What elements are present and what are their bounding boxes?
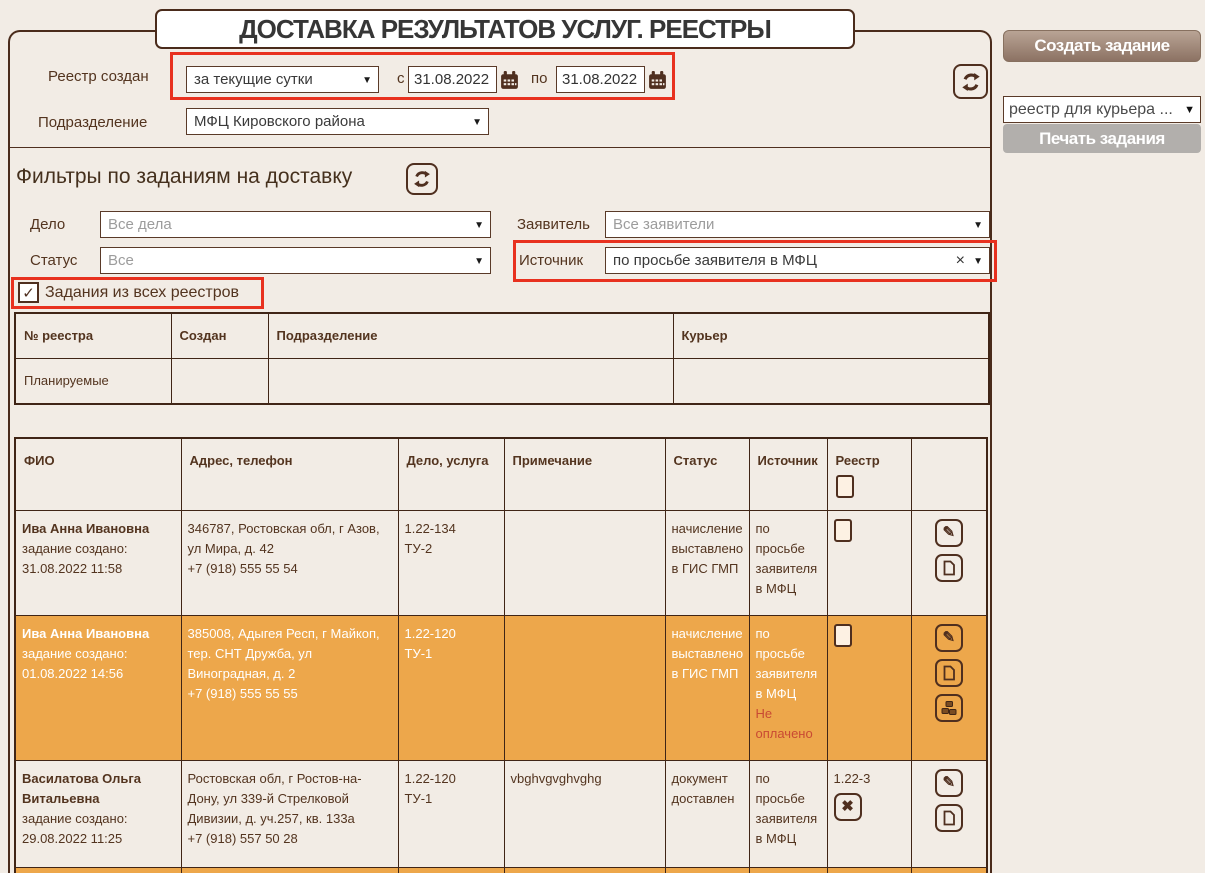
- registry-header-department: Подразделение: [268, 313, 673, 358]
- create-task-button[interactable]: Создать задание: [1003, 30, 1201, 62]
- cell-source: [749, 867, 827, 873]
- tasks-header-fio: ФИО: [15, 438, 181, 510]
- registry-cell-department: [268, 358, 673, 404]
- registry-header-courier: Курьер: [673, 313, 989, 358]
- task-address: 385008, Адыгея Респ, г Майкоп, тер. СНТ Дружба, ул Виноградная, д. 2: [187, 625, 380, 681]
- cell-case: [398, 615, 504, 760]
- filters-heading: Фильтры по заданиям на доставку: [16, 165, 353, 188]
- tasks-header-actions: [911, 438, 987, 510]
- pencil-icon: ✎: [942, 523, 956, 541]
- cell-fio: [15, 867, 181, 873]
- registry-table: [14, 312, 990, 405]
- all-registries-checkbox[interactable]: [18, 282, 39, 303]
- task-row-partial[interactable]: [15, 867, 987, 873]
- task-created: 31.08.2022 11:58: [22, 560, 123, 576]
- copy-task-button[interactable]: [935, 804, 963, 832]
- department-select-value: МФЦ Кировского района: [194, 113, 365, 130]
- tasks-table-header: [15, 438, 987, 510]
- cell-address: [181, 615, 398, 760]
- chevron-down-icon: ▼: [474, 256, 484, 267]
- cell-status: начисление выставлено в ГИС ГМП: [665, 615, 749, 760]
- task-name: Василатова Ольга Витальевна: [22, 770, 141, 806]
- task-row[interactable]: [15, 760, 987, 867]
- task-created-label: задание создано:: [22, 540, 128, 556]
- registry-header-number: № реестра: [15, 313, 171, 358]
- document-icon: [942, 810, 956, 826]
- department-label: Подразделение: [38, 114, 148, 131]
- source-filter-value: по просьбе заявителя в МФЦ: [613, 252, 817, 269]
- refresh-icon: [412, 169, 432, 189]
- applicant-filter-value: Все заявители: [613, 216, 715, 233]
- case-filter-value: Все дела: [108, 216, 172, 233]
- source-filter-select[interactable]: [605, 247, 990, 274]
- page-title: ДОСТАВКА РЕЗУЛЬТАТОВ УСЛУГ. РЕЕСТРЫ: [239, 13, 771, 44]
- date-to-label: по: [531, 70, 548, 87]
- refresh-registries-button[interactable]: [953, 64, 988, 99]
- select-all-registry-checkbox[interactable]: [836, 475, 854, 498]
- cell-address: [181, 510, 398, 615]
- refresh-tasks-button[interactable]: [406, 163, 438, 195]
- cell-registry: [827, 867, 911, 873]
- cell-case: [398, 760, 504, 867]
- document-icon: [942, 560, 956, 576]
- cell-actions: [911, 510, 987, 615]
- cell-registry: [827, 615, 911, 760]
- cell-status: [665, 867, 749, 873]
- task-case-service: ТУ-1: [404, 645, 433, 661]
- cell-actions: [911, 615, 987, 760]
- chevron-down-icon: ▼: [973, 256, 983, 267]
- chevron-down-icon: ▼: [474, 220, 484, 231]
- registry-table-row[interactable]: [15, 358, 989, 404]
- cell-fio: [15, 615, 181, 760]
- task-registry-number: 1.22-3: [833, 770, 871, 786]
- date-from-input[interactable]: 31.08.2022: [408, 66, 497, 93]
- date-from-calendar-button[interactable]: [498, 68, 521, 93]
- period-select-value: за текущие сутки: [194, 71, 313, 88]
- registry-cell-courier: [673, 358, 989, 404]
- remove-from-registry-button[interactable]: [834, 793, 862, 821]
- date-from-label: с: [397, 70, 405, 87]
- cell-case: [398, 867, 504, 873]
- cell-actions: [911, 760, 987, 867]
- tasks-header-registry-label: Реестр: [835, 453, 880, 468]
- registry-header-created: Создан: [171, 313, 268, 358]
- edit-task-button[interactable]: [935, 624, 963, 652]
- unpaid-badge: Не оплачено: [755, 706, 813, 742]
- document-icon: [942, 665, 956, 681]
- registry-cell-number: Планируемые: [15, 358, 171, 404]
- task-created-label: задание создано:: [22, 645, 128, 661]
- calendar-icon: [499, 70, 520, 91]
- edit-task-button[interactable]: [935, 769, 963, 797]
- chevron-down-icon: ▼: [973, 220, 983, 231]
- source-filter-label: Источник: [519, 252, 584, 269]
- tasks-header-address: Адрес, телефон: [181, 438, 398, 510]
- cell-fio: [15, 760, 181, 867]
- registry-checkbox[interactable]: [834, 624, 852, 647]
- tasks-header-status: Статус: [665, 438, 749, 510]
- status-filter-select[interactable]: [100, 247, 491, 274]
- task-phone: +7 (918) 557 50 28: [187, 830, 298, 846]
- cell-case: [398, 510, 504, 615]
- tasks-header-registry: [827, 438, 911, 510]
- task-row[interactable]: [15, 510, 987, 615]
- payment-button[interactable]: [935, 694, 963, 722]
- cell-address: [181, 867, 398, 873]
- task-case-service: ТУ-2: [404, 540, 433, 556]
- main-panel: [8, 30, 992, 873]
- task-row-highlighted[interactable]: [15, 615, 987, 760]
- task-phone: +7 (918) 555 55 55: [187, 685, 298, 701]
- all-registries-label: Задания из всех реестров: [45, 284, 240, 301]
- cell-address: [181, 760, 398, 867]
- task-created: 29.08.2022 11:25: [22, 830, 123, 846]
- date-to-calendar-button[interactable]: [646, 68, 669, 93]
- task-phone: +7 (918) 555 55 54: [187, 560, 298, 576]
- task-name: Ива Анна Ивановна: [22, 625, 150, 641]
- edit-task-button[interactable]: [935, 519, 963, 547]
- courier-registry-select[interactable]: [1003, 96, 1201, 123]
- task-address: Ростовская обл, г Ростов-на-Дону, ул 339-й Стрелковой Дивизии, д. уч.257, кв. 133а: [187, 770, 362, 826]
- task-source: по просьбе заявителя в МФЦ: [755, 625, 818, 701]
- pencil-icon: ✎: [942, 628, 956, 646]
- tasks-header-source: Источник: [749, 438, 827, 510]
- applicant-filter-select[interactable]: [605, 211, 990, 238]
- cell-status: документ доставлен: [665, 760, 749, 867]
- tasks-table: [14, 437, 988, 873]
- task-created: 01.08.2022 14:56: [22, 665, 124, 681]
- task-case-number: 1.22-134: [404, 520, 456, 536]
- chevron-down-icon: ▼: [362, 75, 372, 86]
- checkmark-icon: ✓: [22, 284, 35, 302]
- x-cross-icon: ✖: [841, 798, 854, 816]
- copy-task-button[interactable]: [935, 554, 963, 582]
- page-title-box: [155, 9, 855, 49]
- tasks-header-note: Примечание: [504, 438, 665, 510]
- pencil-icon: ✎: [942, 773, 956, 791]
- registry-table-header: [15, 313, 989, 358]
- case-filter-label: Дело: [30, 216, 66, 233]
- cell-fio: [15, 510, 181, 615]
- tasks-header-case: Дело, услуга: [398, 438, 504, 510]
- cell-source: по просьбе заявителя в МФЦ: [749, 760, 827, 867]
- chevron-down-icon: ▼: [472, 117, 482, 128]
- registry-checkbox[interactable]: [834, 519, 852, 542]
- cell-note: vbghvgvghvghg: [504, 760, 665, 867]
- task-name: Ива Анна Ивановна: [22, 520, 150, 536]
- task-case-number: 1.22-120: [404, 770, 456, 786]
- chevron-down-icon: ▼: [1184, 104, 1195, 116]
- task-address: 346787, Ростовская обл, г Азов, ул Мира, д. 42: [187, 520, 380, 556]
- registry-created-label: Реестр создан: [48, 68, 149, 85]
- status-filter-label: Статус: [30, 252, 78, 269]
- period-select[interactable]: [186, 66, 379, 93]
- task-case-service: ТУ-1: [404, 790, 433, 806]
- cell-status: начисление выставлено в ГИС ГМП: [665, 510, 749, 615]
- clear-x-icon[interactable]: ×: [955, 252, 965, 269]
- cell-note: [504, 867, 665, 873]
- registry-cell-created: [171, 358, 268, 404]
- courier-registry-select-value: реестр для курьера ...: [1009, 101, 1173, 118]
- task-created-label: задание создано:: [22, 810, 128, 826]
- print-task-button[interactable]: Печать задания: [1003, 124, 1201, 153]
- task-case-number: 1.22-120: [404, 625, 456, 641]
- status-filter-value: Все: [108, 252, 134, 269]
- cell-source: [749, 615, 827, 760]
- copy-task-button[interactable]: [935, 659, 963, 687]
- department-select[interactable]: [186, 108, 489, 135]
- case-filter-select[interactable]: [100, 211, 491, 238]
- calendar-icon: [647, 70, 668, 91]
- applicant-filter-label: Заявитель: [517, 216, 590, 233]
- cell-registry: [827, 510, 911, 615]
- date-to-input[interactable]: 31.08.2022: [556, 66, 645, 93]
- cell-note: [504, 615, 665, 760]
- cell-note: [504, 510, 665, 615]
- cell-actions: [911, 867, 987, 873]
- cell-registry: [827, 760, 911, 867]
- refresh-icon: [960, 71, 982, 93]
- section-divider: [10, 147, 990, 148]
- payment-coins-icon: [941, 700, 957, 716]
- cell-source: по просьбе заявителя в МФЦ: [749, 510, 827, 615]
